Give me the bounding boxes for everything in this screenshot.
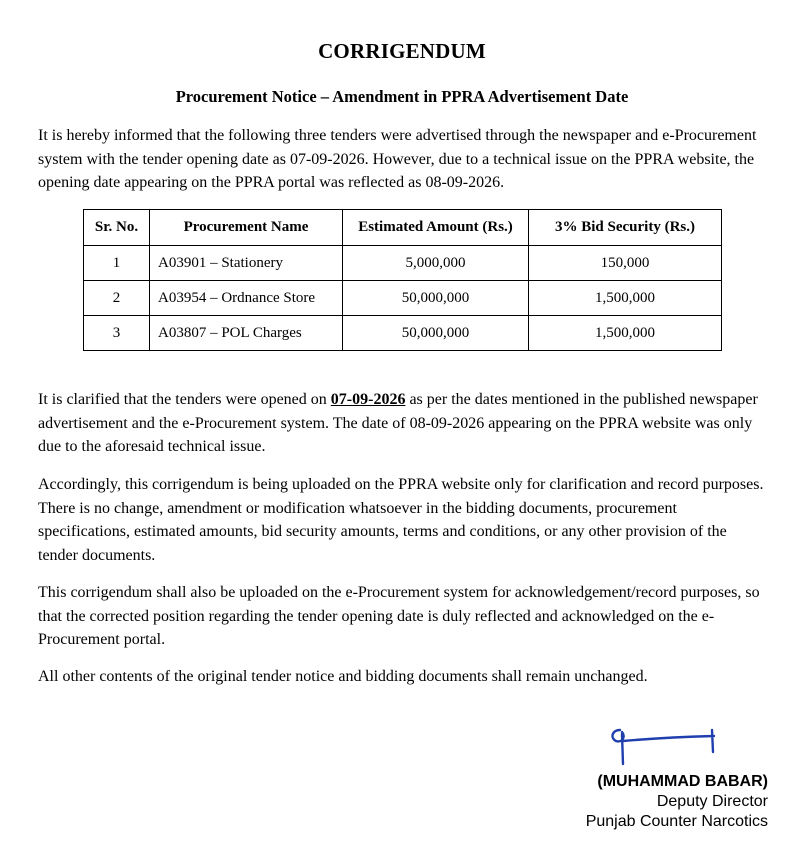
- signatory-designation: Deputy Director: [656, 793, 768, 810]
- column-header-sr-no: Sr. No.: [84, 210, 150, 246]
- cell-procurement-name: A03901 – Stationery: [150, 246, 343, 281]
- eprocurement-paragraph: This corrigendum shall also be uploaded on the e-Procurement system for acknowledgement/record purposes, so that the corrected position regarding the tender opening date is duly reflected and acknowledged on the e-Procurement portal.: [38, 584, 760, 648]
- opening-date-highlight: 07-09-2026: [330, 391, 406, 408]
- table-row: [84, 246, 722, 281]
- cell-estimated-amount: 5,000,000: [343, 246, 529, 281]
- intro-paragraph: It is hereby informed that the following three tenders were advertised through the newspaper and e-Procurement system with the tender opening date as 07-09-2026. However, due to a technical issue on the PPRA website, the opening date appearing on the PPRA portal was reflected as 08-09-2026.: [38, 127, 757, 191]
- table-header-row: [84, 210, 722, 246]
- cell-sr-no: 1: [84, 246, 150, 281]
- column-header-estimated-amount: Estimated Amount (Rs.): [343, 210, 529, 246]
- cell-sr-no: 3: [84, 316, 150, 351]
- clarification-paragraph: [38, 388, 768, 459]
- cell-bid-security: 1,500,000: [529, 316, 722, 351]
- cell-procurement-name: A03954 – Ordnance Store: [150, 281, 343, 316]
- signatory-department: Punjab Counter Narcotics: [585, 813, 768, 830]
- cell-sr-no: 2: [84, 281, 150, 316]
- table-row: [84, 281, 722, 316]
- signatory-name: (MUHAMMAD BABAR): [597, 773, 768, 790]
- handwritten-signature: [606, 724, 726, 768]
- cell-bid-security: 150,000: [529, 246, 722, 281]
- column-header-bid-security: 3% Bid Security (Rs.): [529, 210, 722, 246]
- cell-estimated-amount: 50,000,000: [343, 281, 529, 316]
- page-subtitle: Procurement Notice – Amendment in PPRA Advertisement Date: [175, 87, 629, 106]
- cell-estimated-amount: 50,000,000: [343, 316, 529, 351]
- clarification-text-before: It is clarified that the tenders were opened on: [38, 391, 331, 408]
- cell-bid-security: 1,500,000: [529, 281, 722, 316]
- page-title: CORRIGENDUM: [318, 39, 486, 63]
- tenders-table: [83, 209, 722, 351]
- cell-procurement-name: A03807 – POL Charges: [150, 316, 343, 351]
- column-header-procurement-name: Procurement Name: [150, 210, 343, 246]
- clarification-text-after: as per the dates mentioned in the published newspaper advertisement and the e-Procurement system. The date of 08-09-2026 appearing on the PPRA website was only due to the aforesaid technical issue.: [38, 391, 758, 455]
- accordingly-paragraph: Accordingly, this corrigendum is being uploaded on the PPRA website only for clarification and record purposes. There is no change, amendment or modification whatsoever in the bidding documents, procurement specifications, estimated amounts, bid security amounts, terms and conditions, or any other provision of the tender documents.: [38, 476, 764, 564]
- table-row: [84, 316, 722, 351]
- closing-paragraph: All other contents of the original tender notice and bidding documents shall remain unchanged.: [38, 668, 648, 685]
- signature-block: [586, 772, 768, 832]
